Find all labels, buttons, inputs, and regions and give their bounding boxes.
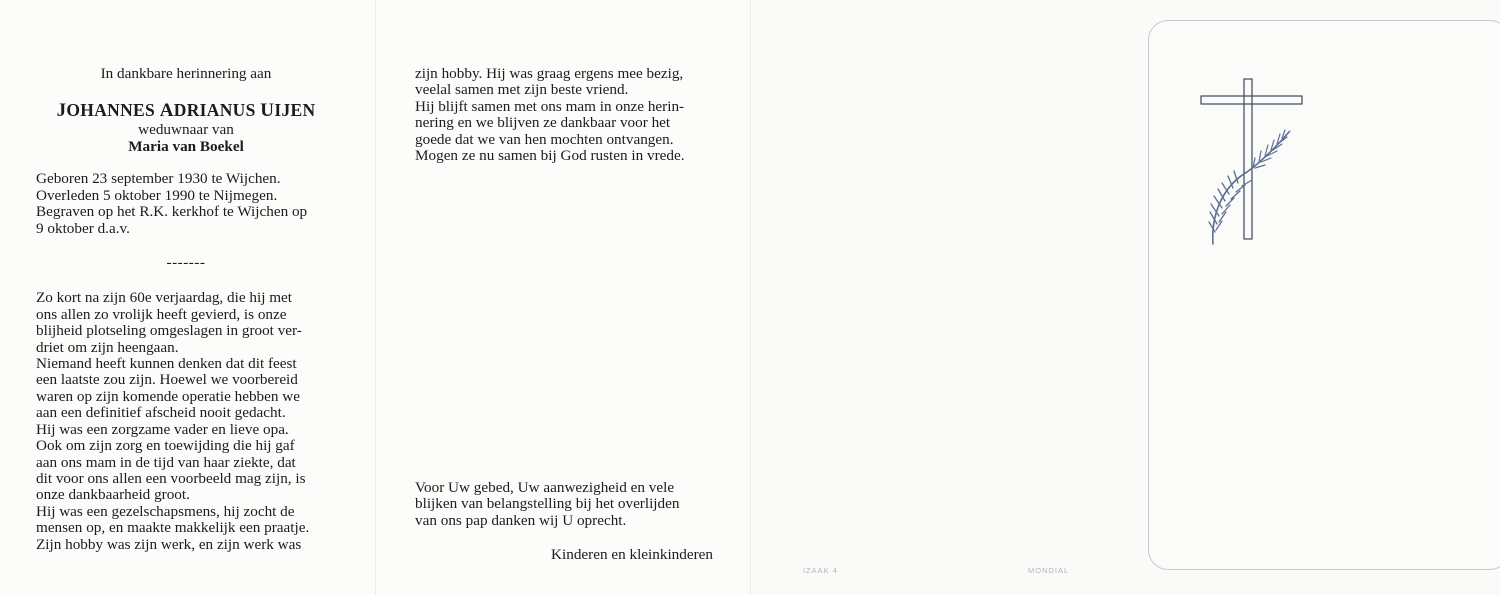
fact-line: Overleden 5 oktober 1990 te Nijmegen.	[36, 186, 278, 204]
name-part: OHANNES	[66, 100, 156, 121]
cross-with-palm-branch-icon	[1195, 74, 1305, 249]
text-line: blijheid plotseling omgeslagen in groot ver-	[36, 322, 302, 340]
printer-mark: MONDIAL	[1028, 566, 1070, 575]
fact-line: Begraven op het R.K. kerkhof te Wijchen op	[36, 203, 308, 221]
text-line: veelal samen met zijn beste vriend.	[415, 81, 629, 99]
text-line: Mogen ze nu samen bij God rusten in vrede.	[415, 147, 685, 165]
text-line: Zijn hobby was zijn werk, en zijn werk was	[36, 535, 302, 553]
text-line: Hij was een zorgzame vader en lieve opa.	[36, 420, 289, 438]
intro-line: In dankbare herinnering aan	[100, 65, 272, 82]
fact-line: 9 oktober d.a.v.	[36, 219, 130, 237]
life-facts	[36, 171, 336, 237]
middle-panel	[415, 66, 713, 164]
name-part: DRIANUS	[173, 100, 256, 121]
relation-line: weduwnaar van	[138, 121, 234, 139]
printer-mark: IZAAK 4	[803, 566, 838, 575]
text-line: dit voor ons allen een voorbeeld mag zijn, is	[36, 469, 306, 487]
text-line: mensen op, en maakte makkelijk een praatje.	[36, 519, 310, 537]
text-line: goede dat we van hen mochten ontvangen.	[415, 130, 674, 148]
text-line: aan ons mam in de tijd van haar ziekte, dat	[36, 453, 296, 471]
text-line: zijn hobby. Hij was graag ergens mee bezig,	[415, 65, 684, 82]
text-line: Voor Uw gebed, Uw aanwezigheid en vele	[415, 479, 675, 496]
signature: Kinderen en kleinkinderen	[551, 546, 713, 563]
text-line: driet om zijn heengaan.	[36, 338, 179, 356]
text-line: aan een definitief afscheid nooit gedacht.	[36, 404, 286, 422]
name-initial: U	[260, 100, 275, 122]
fold-line	[750, 0, 751, 595]
name-initial: A	[159, 100, 174, 122]
left-panel	[36, 66, 336, 553]
text-line: onze dankbaarheid groot.	[36, 486, 190, 504]
name-initial: J	[56, 100, 67, 122]
thanks-note	[415, 480, 713, 529]
spouse-name: Maria van Boekel	[128, 138, 244, 156]
text-line: een laatste zou zijn. Hoewel we voorbereid	[36, 371, 298, 389]
palm-branch	[1209, 130, 1290, 244]
name-part: IJEN	[274, 100, 316, 121]
deceased-name	[36, 100, 336, 121]
text-line: Niemand heeft kunnen denken dat dit feest	[36, 355, 297, 373]
fact-line: Geboren 23 september 1930 te Wijchen.	[36, 170, 281, 188]
text-line: van ons pap danken wij U oprecht.	[415, 511, 627, 529]
text-line: waren op zijn komende operatie hebben we	[36, 387, 300, 405]
text-line: ons allen zo vrolijk heeft gevierd, is onze	[36, 305, 287, 323]
text-line: blijken van belangstelling bij het overlijden	[415, 495, 680, 513]
text-line: Hij blijft samen met ons mam in onze herin-	[415, 97, 685, 115]
divider: -------	[166, 254, 206, 272]
text-line: Ook om zijn zorg en toewijding die hij gaf	[36, 437, 295, 455]
text-line: Hij was een gezelschapsmens, hij zocht de	[36, 502, 295, 520]
tribute-text	[36, 290, 336, 553]
fold-line	[375, 0, 376, 595]
text-line: nering en we blijven ze dankbaar voor het	[415, 114, 671, 132]
text-line: Zo kort na zijn 60e verjaardag, die hij met	[36, 289, 292, 307]
